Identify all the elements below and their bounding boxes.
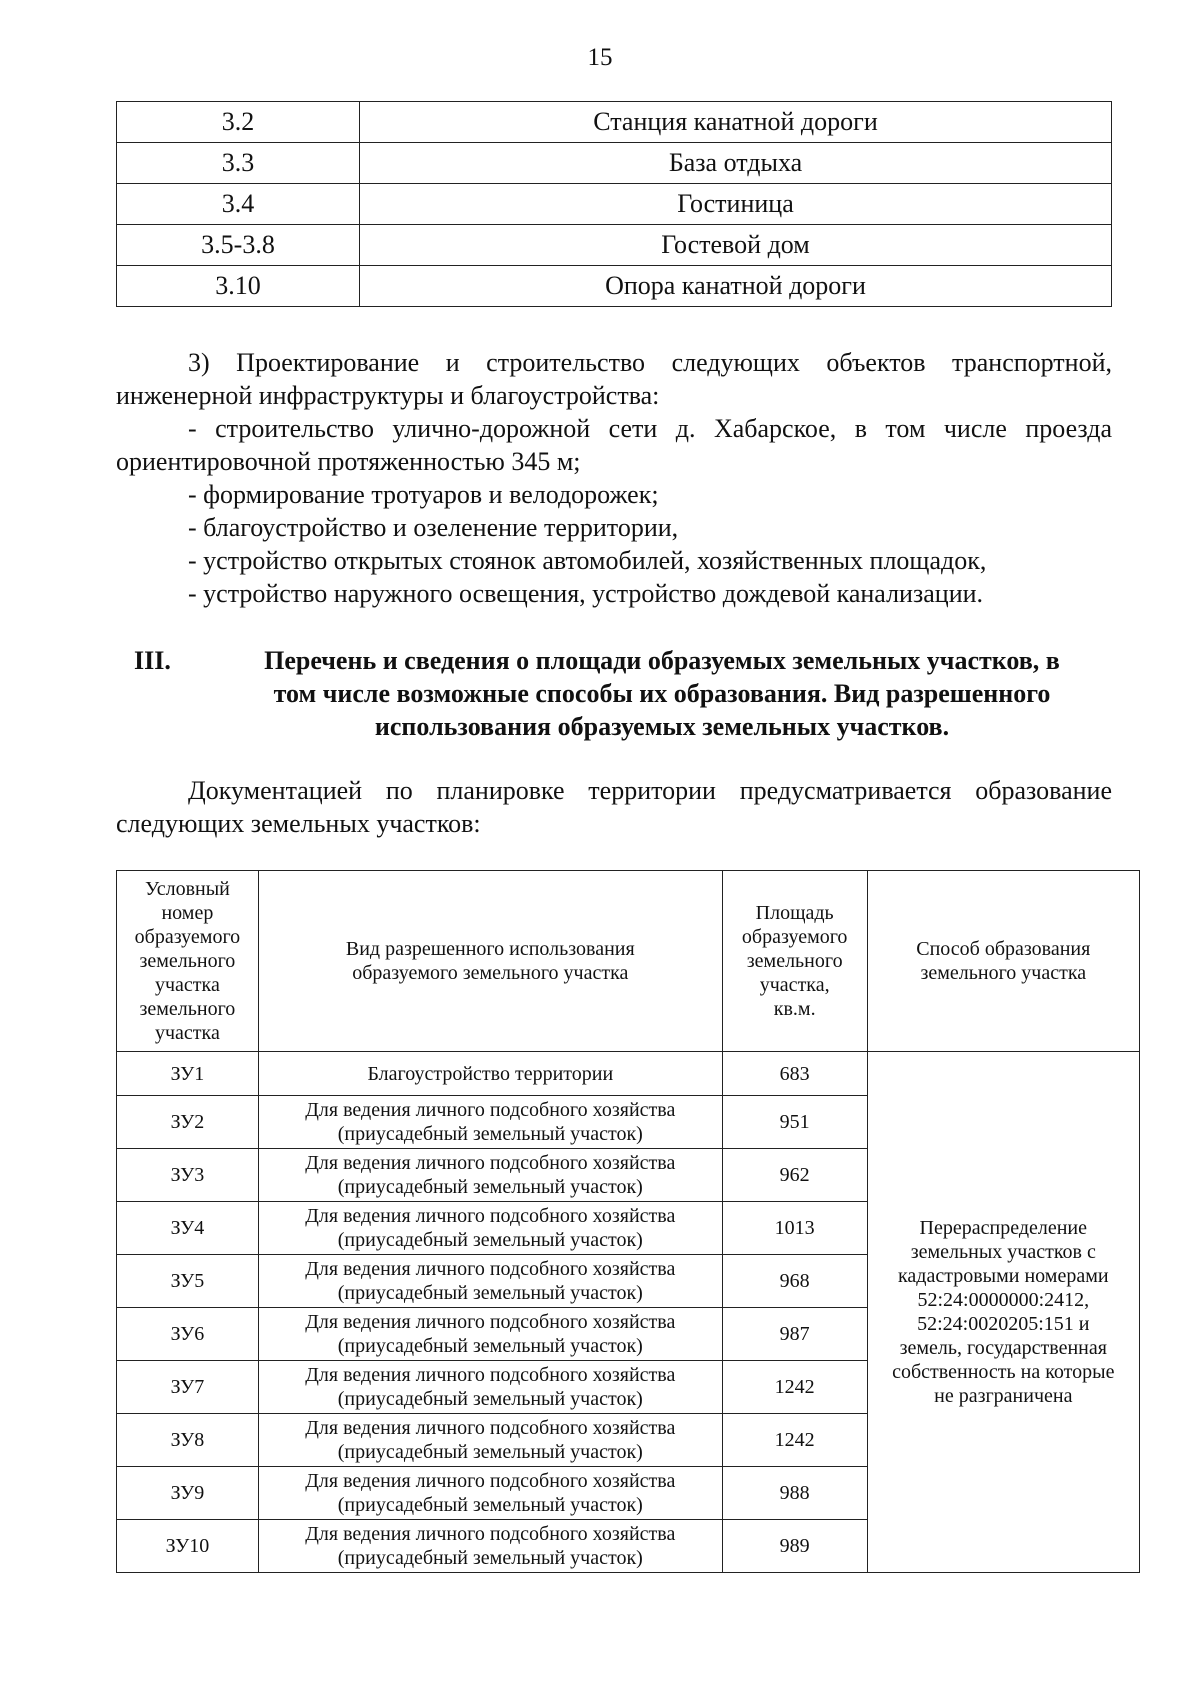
plot-use: Для ведения личного подсобного хозяйства (приусадебный земельный участок) xyxy=(258,1520,722,1573)
plot-id: ЗУ3 xyxy=(117,1149,259,1202)
plot-id: ЗУ10 xyxy=(117,1520,259,1573)
list-item: - устройство открытых стоянок автомобилей, хозяйственных площадок, xyxy=(188,546,987,575)
plot-use: Благоустройство территории xyxy=(258,1052,722,1096)
table-row xyxy=(117,1052,1140,1096)
infrastructure-list xyxy=(116,412,1112,610)
formation-method: Перераспределение земельных участков с кадастровыми номерами 52:24:0000000:2412, 52:24:0020205:151 и земель, государственная собственность на которые не разграничена xyxy=(867,1052,1139,1573)
header-formation-method: Способ образования земельного участка xyxy=(867,871,1139,1052)
plot-id: ЗУ9 xyxy=(117,1467,259,1520)
plot-id: ЗУ5 xyxy=(117,1255,259,1308)
section-intro: Документацией по планировке территории предусматривается образование следующих земельных участков: xyxy=(116,776,1112,838)
plot-id: ЗУ8 xyxy=(117,1414,259,1467)
object-code: 3.4 xyxy=(117,184,360,225)
plot-id: ЗУ1 xyxy=(117,1052,259,1096)
plot-area: 987 xyxy=(722,1308,867,1361)
plot-area: 1242 xyxy=(722,1361,867,1414)
plot-area: 968 xyxy=(722,1255,867,1308)
object-code: 3.2 xyxy=(117,102,360,143)
section-title-line: Перечень и сведения о площади образуемых земельных участков, в xyxy=(264,646,1060,675)
table-row xyxy=(117,143,1112,184)
list-item: - формирование тротуаров и велодорожек; xyxy=(188,480,659,509)
plot-use: Для ведения личного подсобного хозяйства (приусадебный земельный участок) xyxy=(258,1414,722,1467)
object-name: База отдыха xyxy=(360,143,1112,184)
table-row xyxy=(117,266,1112,307)
plot-area: 683 xyxy=(722,1052,867,1096)
object-name: Гостиница xyxy=(360,184,1112,225)
plot-area: 989 xyxy=(722,1520,867,1573)
table-row xyxy=(117,225,1112,266)
plot-id: ЗУ4 xyxy=(117,1202,259,1255)
table-row xyxy=(117,102,1112,143)
object-code: 3.10 xyxy=(117,266,360,307)
plot-area: 1242 xyxy=(722,1414,867,1467)
object-name: Опора канатной дороги xyxy=(360,266,1112,307)
plot-use: Для ведения личного подсобного хозяйства (приусадебный земельный участок) xyxy=(258,1202,722,1255)
table-row xyxy=(117,184,1112,225)
section-heading xyxy=(116,644,1112,743)
plots-table xyxy=(116,870,1140,1573)
plot-use: Для ведения личного подсобного хозяйства (приусадебный земельный участок) xyxy=(258,1255,722,1308)
plot-area: 951 xyxy=(722,1096,867,1149)
plot-use: Для ведения личного подсобного хозяйства (приусадебный земельный участок) xyxy=(258,1467,722,1520)
section-title-line: том числе возможные способы их образования. Вид разрешенного xyxy=(273,679,1051,708)
plot-id: ЗУ2 xyxy=(117,1096,259,1149)
plot-use: Для ведения личного подсобного хозяйства (приусадебный земельный участок) xyxy=(258,1096,722,1149)
list-item: - строительство улично-дорожной сети д. Хабарское, в том числе проезда ориентировочной протяженностью 345 м; xyxy=(116,414,1112,476)
infrastructure-intro: 3) Проектирование и строительство следующих объектов транспортной, инженерной инфраструктуры и благоустройства: xyxy=(116,348,1112,410)
page-number: 15 xyxy=(587,44,613,71)
header-plot-number: Условный номер образуемого земельного участка земельного участка xyxy=(117,871,259,1052)
object-name: Гостевой дом xyxy=(360,225,1112,266)
plot-use: Для ведения личного подсобного хозяйства (приусадебный земельный участок) xyxy=(258,1361,722,1414)
plot-area: 988 xyxy=(722,1467,867,1520)
object-name: Станция канатной дороги xyxy=(360,102,1112,143)
table-header-row xyxy=(117,871,1140,1052)
objects-table xyxy=(116,101,1112,307)
section-number: III. xyxy=(134,646,171,675)
plot-use: Для ведения личного подсобного хозяйства (приусадебный земельный участок) xyxy=(258,1308,722,1361)
header-permitted-use: Вид разрешенного использования образуемого земельного участка xyxy=(258,871,722,1052)
object-code: 3.5-3.8 xyxy=(117,225,360,266)
section-title-line: использования образуемых земельных участков. xyxy=(374,712,950,741)
plot-id: ЗУ6 xyxy=(117,1308,259,1361)
list-item: - устройство наружного освещения, устройство дождевой канализации. xyxy=(188,579,984,608)
plot-area: 1013 xyxy=(722,1202,867,1255)
plot-area: 962 xyxy=(722,1149,867,1202)
plot-id: ЗУ7 xyxy=(117,1361,259,1414)
object-code: 3.3 xyxy=(117,143,360,184)
section-title xyxy=(212,644,1112,743)
header-area: Площадь образуемого земельного участка, кв.м. xyxy=(722,871,867,1052)
plot-use: Для ведения личного подсобного хозяйства (приусадебный земельный участок) xyxy=(258,1149,722,1202)
list-item: - благоустройство и озеленение территории, xyxy=(188,513,679,542)
